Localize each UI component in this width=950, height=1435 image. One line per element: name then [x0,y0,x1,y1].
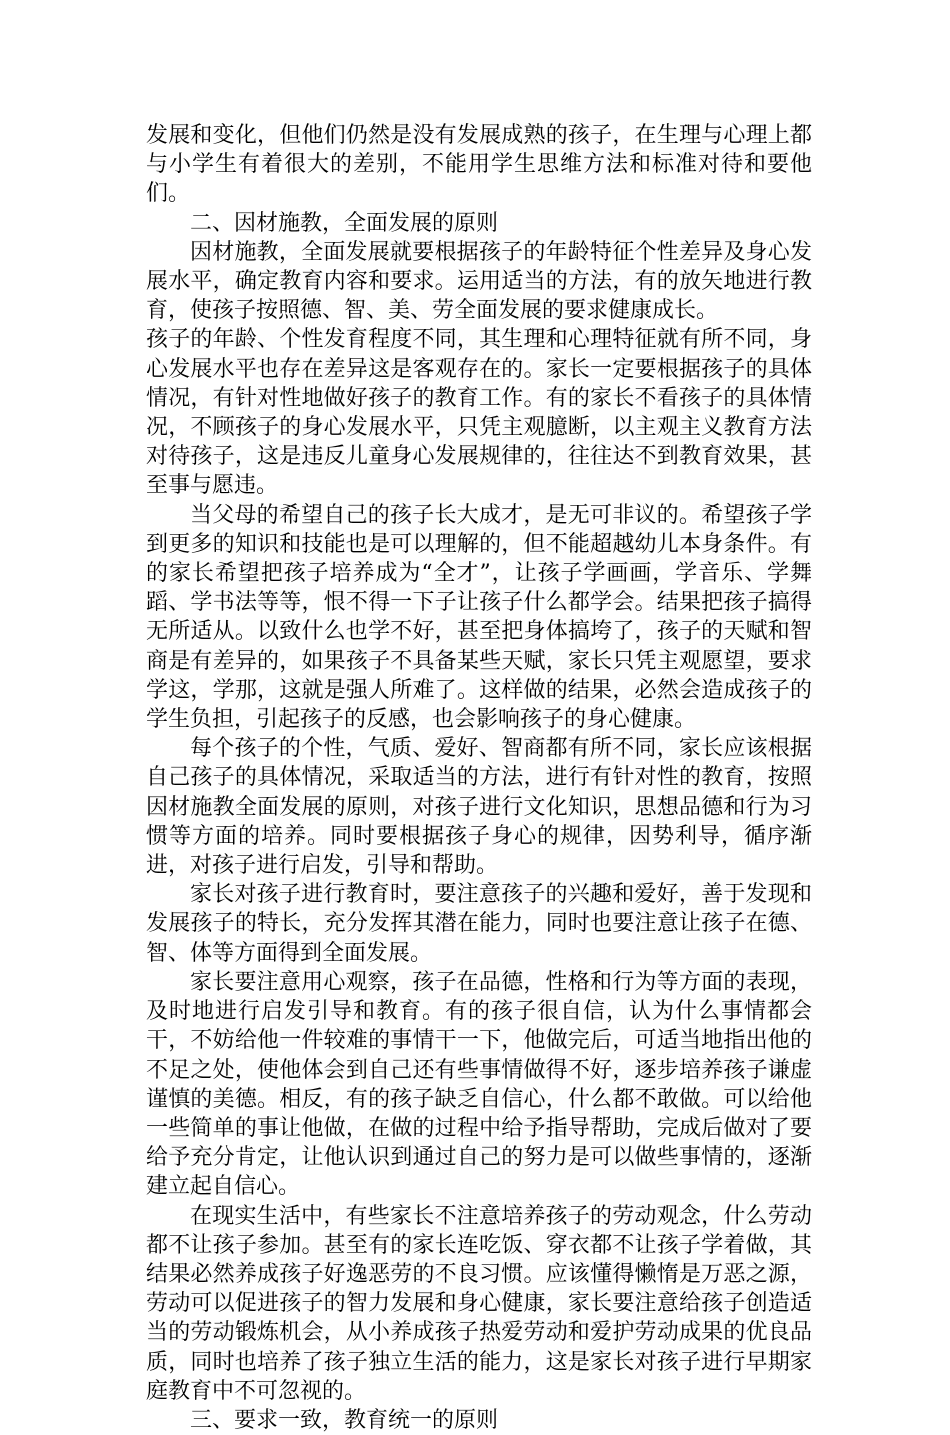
paragraph-continuation: 发展和变化，但他们仍然是没有发展成熟的孩子，在生理与心理上都与小学生有着很大的差别，不能用学生思维方法和标准对待和要他们。 [146,123,812,207]
paragraph: 因材施教，全面发展就要根据孩子的年龄特征个性差异及身心发展水平，确定教育内容和要求。运用适当的方法，有的放矢地进行教育，使孩子按照德、智、美、劳全面发展的要求健康成长。 [146,239,812,324]
section-heading-3: 三、要求一致，教育统一的原则 [190,1407,499,1433]
paragraph: 在现实生活中，有些家长不注意培养孩子的劳动观念，什么劳动都不让孩子参加。甚至有的家长连吃饭、穿衣都不让孩子学着做，其结果必然养成孩子好逸恶劳的不良习惯。应该懂得懒惰是万恶之源，劳动可以促进孩子的智力发展和身心健康，家长要注意给孩子创造适当的劳动锻炼机会，从小养成孩子热爱劳动和爱护劳动成果的优良品质，同时也培养了孩子独立生活的能力，这是家长对孩子进行早期家庭教育中不可忽视的。 [146,1203,812,1404]
paragraph: 家长要注意用心观察，孩子在品德，性格和行为等方面的表现，及时地进行启发引导和教育。有的孩子很自信，认为什么事情都会干，不妨给他一件较难的事情干一下，他做完后，可适当地指出他的不足之处，使他体会到自己还有些事情做得不好，逐步培养孩子谦虚谨慎的美德。相反，有的孩子缺乏自信心，什么都不敢做。可以给他一些简单的事让他做，在做的过程中给予指导帮助，完成后做对了要给予充分肯定，让他认识到通过自己的努力是可以做些事情的，逐渐建立起自信心。 [146,969,812,1200]
paragraph: 家长对孩子进行教育时，要注意孩子的兴趣和爱好，善于发现和发展孩子的特长，充分发挥其潜在能力，同时也要注意让孩子在德、智、体等方面得到全面发展。 [146,882,812,966]
document-page [146,121,812,1435]
paragraph: 孩子的年龄、个性发育程度不同，其生理和心理特征就有所不同，身心发展水平也存在差异这是客观存在的。家长一定要根据孩子的具体情况，有针对性地做好孩子的教育工作。有的家长不看孩子的具体情况，不顾孩子的身心发展水平，只凭主观臆断，以主观主义教育方法对待孩子，这是违反儿童身心发展规律的，往往达不到教育效果，甚至事与愿违。 [146,327,812,499]
paragraph: 当父母的希望自己的孩子长大成才，是无可非议的。希望孩子学到更多的知识和技能也是可以理解的，但不能超越幼儿本身条件。有的家长希望把孩子培养成为“全才”，让孩子学画画，学音乐、学舞蹈、学书法等等，恨不得一下子让孩子什么都学会。结果把孩子搞得无所适从。以致什么也学不好，甚至把身体搞垮了，孩子的天赋和智商是有差异的，如果孩子不具备某些天赋，家长只凭主观愿望，要求学这，学那，这就是强人所难了。这样做的结果，必然会造成孩子的学生负担，引起孩子的反感，也会影响孩子的身心健康。 [146,502,812,733]
paragraph: 每个孩子的个性，气质、爱好、智商都有所不同，家长应该根据自己孩子的具体情况，采取适当的方法，进行有针对性的教育，按照因材施教全面发展的原则，对孩子进行文化知识，思想品德和行为习惯等方面的培养。同时要根据孩子身心的规律，因势利导，循序渐进，对孩子进行启发，引导和帮助。 [146,736,812,879]
section-heading-2: 二、因材施教，全面发展的原则 [190,210,499,236]
